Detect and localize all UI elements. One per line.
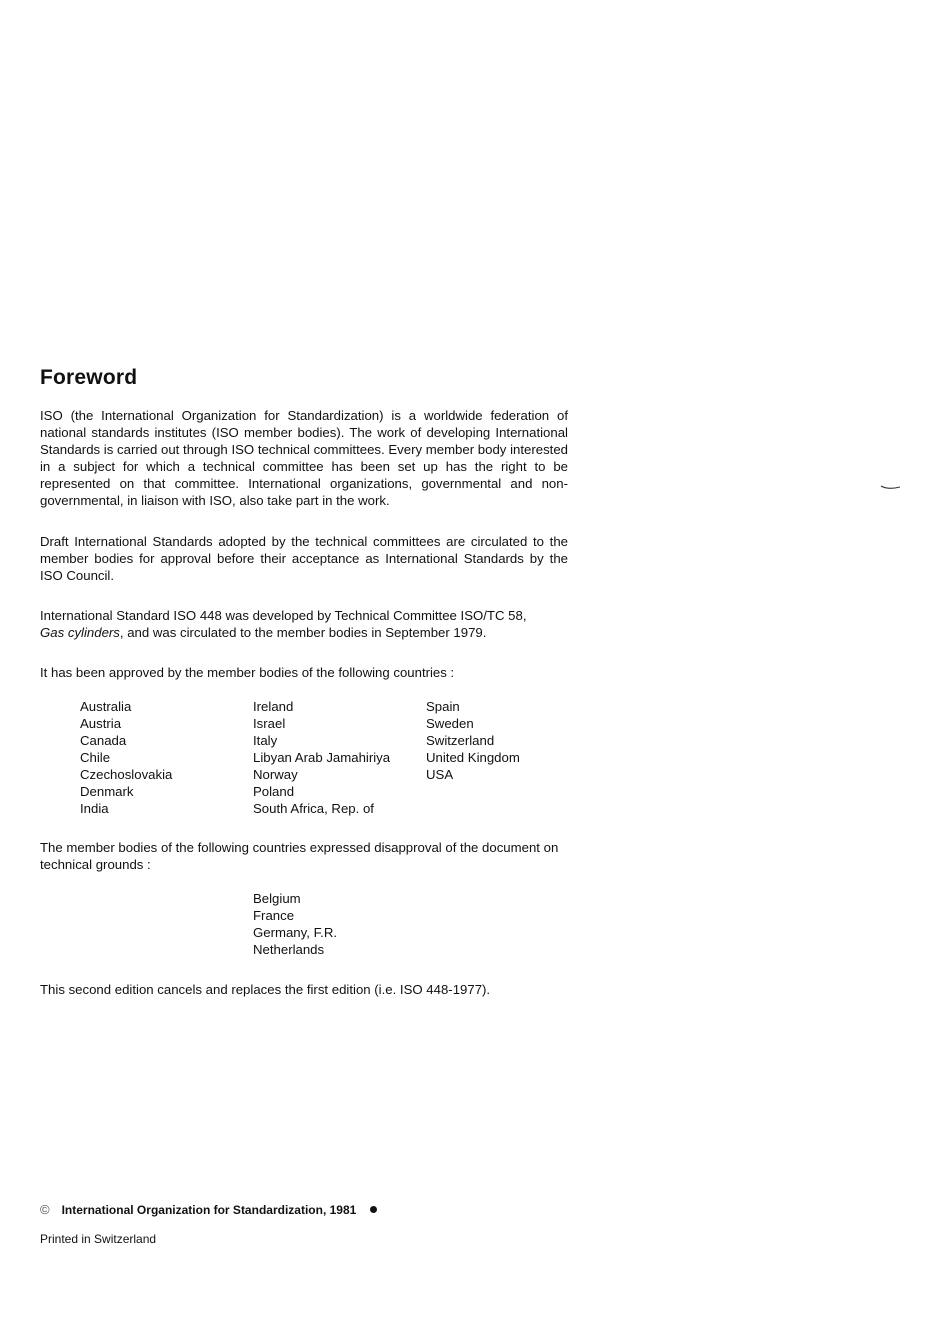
approved-country: Austria <box>80 716 122 731</box>
approved-country: India <box>80 801 109 816</box>
approved-country: Denmark <box>80 784 134 799</box>
approved-country: Switzerland <box>426 733 495 748</box>
paragraph-development <box>40 607 568 641</box>
approved-country: Chile <box>80 750 111 765</box>
disapproved-country: Belgium <box>253 891 301 906</box>
approved-country: Poland <box>253 784 295 799</box>
page-title: Foreword <box>40 366 138 389</box>
paragraph-edition-note: This second edition cancels and replaces the first edition (i.e. ISO 448-1977). <box>40 982 491 997</box>
circulation-text: , and was circulated to the member bodies in September 1979. <box>119 625 487 640</box>
approved-country: Canada <box>80 733 127 748</box>
approved-country: Sweden <box>426 716 474 731</box>
approved-country: Libyan Arab Jamahiriya <box>253 750 391 765</box>
approved-country: Spain <box>426 699 460 714</box>
approved-countries-column-2 <box>253 698 390 817</box>
approved-country: Australia <box>80 699 132 714</box>
approved-country: Norway <box>253 767 298 782</box>
approved-country: South Africa, Rep. of <box>253 801 374 816</box>
approved-country: USA <box>426 767 454 782</box>
disapproved-country: France <box>253 908 295 923</box>
bullet-icon <box>370 1206 377 1213</box>
copyright-symbol: © <box>40 1202 50 1217</box>
printed-location: Printed in Switzerland <box>40 1232 157 1246</box>
paragraph-approval-intro: It has been approved by the member bodies of the following countries : <box>40 665 455 680</box>
disapproved-countries-list <box>253 890 337 958</box>
paragraph-iso-intro: ISO (the International Organization for Standardization) is a worldwide federation of national standards institutes (ISO member bodies). The work of developing International Standards is carried out through ISO technical committees. Every member body interested in a subject for which a technical committee has been set up has the right to be represented on that committee. International organizations, governmental and non-governmental, in liaison with ISO, also take part in the work. <box>40 408 568 508</box>
copyright-line <box>40 1202 377 1217</box>
approved-country: Czechoslovakia <box>80 767 173 782</box>
approved-country: United Kingdom <box>426 750 520 765</box>
disapproved-country: Netherlands <box>253 942 325 957</box>
scan-mark-icon <box>880 484 902 492</box>
approved-country: Israel <box>253 716 286 731</box>
approved-countries-column-1 <box>80 698 172 817</box>
paragraph-draft-standards: Draft International Standards adopted by the technical committees are circulated to the member bodies for approval before their acceptance as International Standards by the ISO Council. <box>40 534 568 583</box>
committee-name: Gas cylinders <box>40 625 120 640</box>
approved-country: Italy <box>253 733 278 748</box>
approved-country: Ireland <box>253 699 294 714</box>
approved-countries-column-3 <box>426 698 520 783</box>
copyright-text: International Organization for Standardization, 1981 <box>61 1202 357 1217</box>
disapproved-country: Germany, F.R. <box>253 925 338 940</box>
development-text: International Standard ISO 448 was developed by Technical Committee ISO/TC 58, <box>40 608 527 623</box>
paragraph-disapproval-intro: The member bodies of the following countries expressed disapproval of the document on technical grounds : <box>40 840 559 872</box>
